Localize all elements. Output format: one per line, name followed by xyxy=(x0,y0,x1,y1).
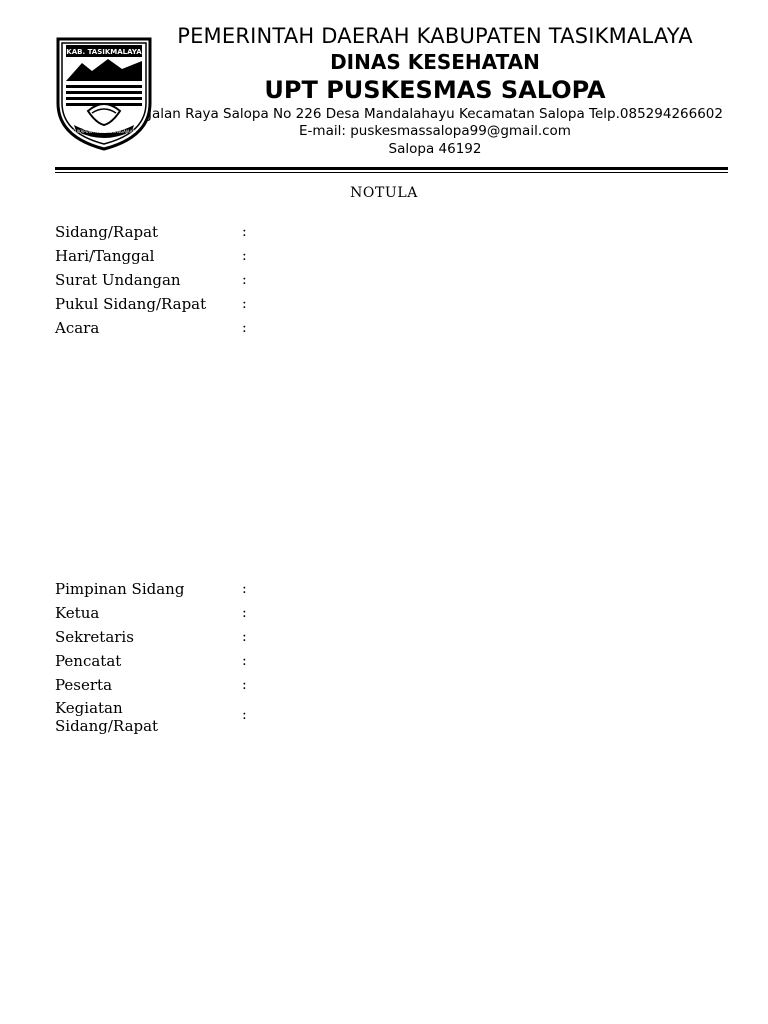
department-name: DINAS KESEHATAN xyxy=(330,50,540,74)
field-colon: : xyxy=(242,272,247,288)
field-label: Pimpinan Sidang xyxy=(55,580,185,598)
field-label: Peserta xyxy=(55,676,113,694)
field-colon: : xyxy=(242,653,247,669)
logo-bottom-text: SUKAPURA NGADAUN NGAJAAN xyxy=(72,129,136,134)
field-colon: : xyxy=(242,629,247,645)
field-label: Pencatat xyxy=(55,652,122,670)
address-line: Jalan Raya Salopa No 226 Desa Mandalahayu Kecamatan Salopa Telp.085294266602 xyxy=(148,106,723,122)
field-label: Acara xyxy=(55,319,100,337)
kabupaten-tasikmalaya-emblem xyxy=(52,33,156,153)
field-colon: : xyxy=(242,320,247,336)
field-label: Kegiatan Sidang/Rapat xyxy=(55,699,159,735)
shield-emblem-icon xyxy=(52,33,156,153)
field-label: Hari/Tanggal xyxy=(55,247,155,265)
field-label: Surat Undangan xyxy=(55,271,181,289)
document-title: NOTULA xyxy=(350,185,418,201)
city-line: Salopa 46192 xyxy=(388,141,482,157)
field-label: Sidang/Rapat xyxy=(55,223,159,241)
field-colon: : xyxy=(242,605,247,621)
letterhead-divider-thin xyxy=(55,172,728,173)
field-colon: : xyxy=(242,581,247,597)
field-colon: : xyxy=(242,296,247,312)
logo-top-text: KAB. TASIKMALAYA xyxy=(66,48,142,56)
field-colon: : xyxy=(242,707,247,723)
unit-name: UPT PUSKESMAS SALOPA xyxy=(264,76,606,104)
letterhead xyxy=(0,0,768,170)
field-label: Pukul Sidang/Rapat xyxy=(55,295,207,313)
field-colon: : xyxy=(242,224,247,240)
field-colon: : xyxy=(242,248,247,264)
field-label: Sekretaris xyxy=(55,628,134,646)
email-line: E-mail: puskesmassalopa99@gmail.com xyxy=(299,123,571,139)
government-name: PEMERINTAH DAERAH KABUPATEN TASIKMALAYA xyxy=(177,24,693,48)
field-colon: : xyxy=(242,677,247,693)
letterhead-divider-thick xyxy=(55,167,728,170)
field-label: Ketua xyxy=(55,604,100,622)
